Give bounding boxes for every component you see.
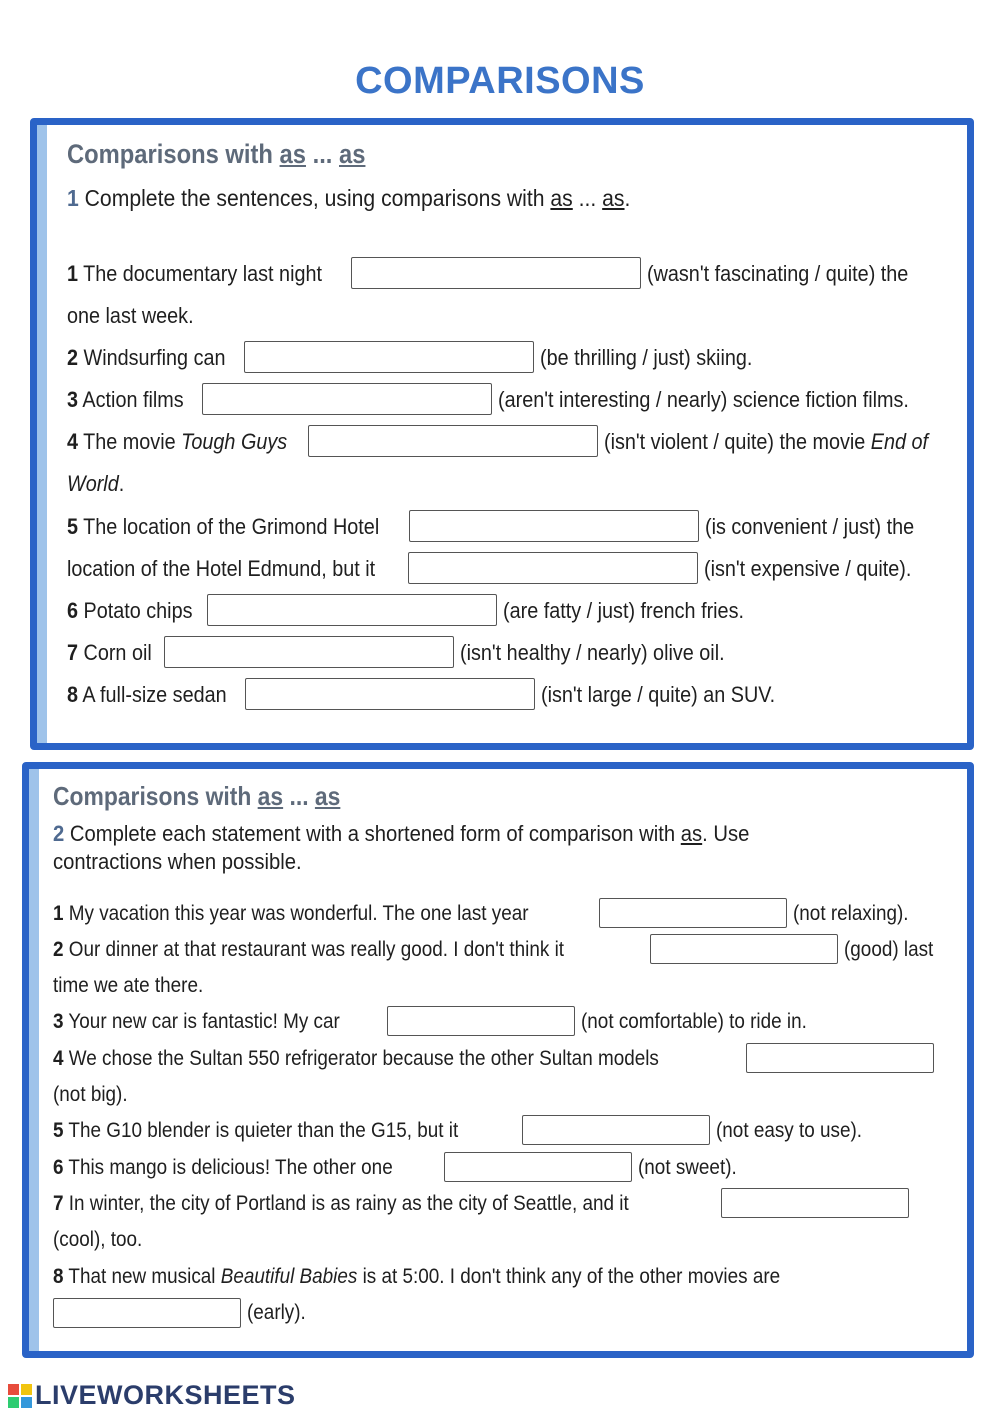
item-hint-text: (wasn't fascinating / quite) the — [647, 261, 909, 286]
exercise-item-7 — [53, 1188, 693, 1220]
item-hint — [647, 257, 937, 291]
item-continuation — [53, 1079, 136, 1111]
exercise-item-6 — [67, 594, 206, 628]
answer-input-6[interactable] — [207, 594, 497, 626]
logo-square — [21, 1397, 32, 1408]
instructions — [53, 821, 749, 847]
item-number: 6 — [67, 598, 79, 623]
item-number: 3 — [53, 1010, 64, 1033]
item-hint — [638, 1152, 748, 1184]
item-text: The location of the Grimond Hotel — [78, 514, 380, 539]
item-continuation — [53, 970, 220, 1002]
exercise-item-3 — [67, 383, 197, 417]
item-text: is at 5:00. I don't think any of the other movies are — [357, 1265, 781, 1288]
item-text: In winter, the city of Portland is as rainy as the city of Seattle, and it — [63, 1192, 629, 1215]
item-hint-text: (not comfortable) to ride in. — [581, 1010, 807, 1033]
item-number: 5 — [53, 1119, 64, 1142]
item-continuation — [53, 1224, 152, 1256]
item-text: The movie — [78, 429, 182, 454]
item-text: Our dinner at that restaurant was really good. I don't think it — [63, 938, 565, 961]
item-text: The documentary last night — [78, 261, 323, 286]
answer-input-1[interactable] — [599, 898, 787, 928]
item-continuation — [67, 299, 208, 333]
heading-ellipsis: ... — [283, 781, 315, 811]
exercise-item-1 — [53, 898, 581, 930]
item-hint-text: (isn't healthy / nearly) olive oil. — [460, 640, 725, 665]
answer-input-2[interactable] — [244, 341, 534, 373]
instruction-number: 1 — [67, 185, 79, 211]
instruction-as: as — [680, 821, 703, 846]
item-hint-text: (are fatty / just) french fries. — [503, 598, 744, 623]
answer-input-4[interactable] — [308, 425, 598, 457]
item-text: My vacation this year was wonderful. The one last year — [63, 902, 529, 925]
item-hint — [541, 678, 801, 712]
item-hint-text: (not relaxing). — [793, 902, 909, 925]
exercise-item-3 — [53, 1006, 372, 1038]
answer-input-2[interactable] — [650, 934, 838, 964]
item-hint — [498, 383, 955, 417]
item-hint — [704, 552, 934, 586]
item-hint-text: (cool), too. — [53, 1228, 143, 1251]
answer-input-5a[interactable] — [409, 510, 699, 542]
item-hint-text: (isn't large / quite) an SUV. — [541, 682, 776, 707]
instruction-text: contractions when possible. — [53, 849, 302, 874]
item-number: 7 — [53, 1192, 64, 1215]
item-hint — [716, 1115, 878, 1147]
item-text: That new musical — [63, 1265, 221, 1288]
item-hint — [604, 425, 964, 459]
item-hint-text: (not big). — [53, 1083, 128, 1106]
heading-as: as — [314, 781, 341, 811]
item-hint — [540, 341, 776, 375]
heading-as: as — [339, 139, 366, 169]
instructions-line-2 — [53, 849, 302, 875]
exercise-item-4 — [67, 425, 312, 459]
exercise-item-6 — [53, 1152, 430, 1184]
exercise-panel-2 — [22, 762, 974, 1358]
item-text: Windsurfing can — [78, 345, 226, 370]
item-hint-text: (isn't violent / quite) the movie — [604, 429, 871, 454]
heading-as: as — [257, 781, 284, 811]
item-hint-text: (not easy to use). — [716, 1119, 863, 1142]
item-hint-text: (aren't interesting / nearly) science fiction films. — [498, 387, 909, 412]
item-continuation — [67, 552, 409, 586]
liveworksheets-logo — [8, 1380, 296, 1411]
item-continuation — [67, 467, 131, 501]
item-text: Potato chips — [78, 598, 193, 623]
item-number: 4 — [67, 429, 79, 454]
answer-input-5[interactable] — [522, 1115, 710, 1145]
item-text: This mango is delicious! The other one — [63, 1156, 393, 1179]
exercise-item-2 — [67, 341, 243, 375]
item-number: 3 — [67, 387, 79, 412]
answer-input-3[interactable] — [387, 1006, 575, 1036]
item-hint — [247, 1297, 312, 1329]
instruction-text: Complete each statement with a shortened form of comparison with — [64, 821, 681, 846]
exercise-item-4 — [53, 1043, 726, 1075]
item-hint-text: (isn't expensive / quite). — [704, 556, 912, 581]
section-heading — [67, 139, 365, 170]
exercise-item-8 — [53, 1261, 861, 1293]
heading-text: Comparisons with — [53, 781, 258, 811]
answer-input-5b[interactable] — [408, 552, 698, 584]
instruction-period: . — [624, 185, 631, 211]
item-hint — [793, 898, 921, 930]
answer-input-8[interactable] — [245, 678, 535, 710]
logo-square — [8, 1397, 19, 1408]
item-hint-text: (is convenient / just) the — [705, 514, 915, 539]
item-hint — [460, 636, 754, 670]
item-number: 6 — [53, 1156, 64, 1179]
item-number: 8 — [53, 1265, 64, 1288]
exercise-item-5 — [53, 1115, 503, 1147]
exercise-item-7 — [67, 636, 161, 670]
musical-title: Beautiful Babies — [220, 1265, 358, 1288]
item-number: 1 — [53, 902, 64, 925]
answer-input-1[interactable] — [351, 257, 641, 289]
item-text: Corn oil — [78, 640, 152, 665]
exercise-item-2 — [53, 934, 621, 966]
item-hint-text: (early). — [247, 1301, 306, 1324]
instruction-text: Complete the sentences, using comparisons with — [78, 185, 551, 211]
instruction-text: . Use — [702, 821, 750, 846]
item-hint-text: (good) last — [844, 938, 934, 961]
answer-input-6[interactable] — [444, 1152, 632, 1182]
item-text: location of the Hotel Edmund, but it — [67, 556, 376, 581]
exercise-item-1 — [67, 257, 350, 291]
answer-input-3[interactable] — [202, 383, 492, 415]
item-text: We chose the Sultan 550 refrigerator because the other Sultan models — [63, 1047, 659, 1070]
item-number: 2 — [53, 938, 64, 961]
item-hint — [705, 510, 937, 544]
answer-input-7[interactable] — [164, 636, 454, 668]
item-text: Action films — [78, 387, 184, 412]
section-heading — [53, 781, 340, 812]
page-title: COMPARISONS — [355, 60, 645, 102]
movie-title: World — [67, 471, 119, 496]
answer-input-4[interactable] — [746, 1043, 934, 1073]
heading-text: Comparisons with — [67, 139, 280, 169]
instruction-as: as — [550, 185, 573, 211]
item-text: . — [118, 471, 125, 496]
item-number: 8 — [67, 682, 79, 707]
panel-stripe — [37, 125, 47, 743]
item-number: 2 — [67, 345, 79, 370]
logo-icon — [8, 1384, 32, 1408]
instruction-ellipsis: ... — [572, 185, 603, 211]
item-hint-text: (not sweet). — [638, 1156, 737, 1179]
item-hint-text: (be thrilling / just) skiing. — [540, 345, 753, 370]
item-number: 7 — [67, 640, 79, 665]
item-text: A full-size sedan — [78, 682, 227, 707]
movie-title: Tough Guys — [181, 429, 288, 454]
logo-square — [21, 1384, 32, 1395]
item-hint — [581, 1006, 832, 1038]
exercise-item-8 — [67, 678, 244, 712]
heading-as: as — [279, 139, 306, 169]
item-number: 5 — [67, 514, 79, 539]
item-text: Your new car is fantastic! My car — [63, 1010, 340, 1033]
instruction-as: as — [602, 185, 625, 211]
item-text: one last week. — [67, 303, 194, 328]
exercise-panel-1 — [30, 118, 974, 750]
answer-input-7[interactable] — [721, 1188, 909, 1218]
logo-square — [8, 1384, 19, 1395]
instruction-number: 2 — [53, 821, 65, 846]
heading-ellipsis: ... — [305, 139, 340, 169]
item-number: 1 — [67, 261, 79, 286]
item-text: The G10 blender is quieter than the G15, but it — [63, 1119, 459, 1142]
panel-stripe — [29, 769, 39, 1351]
exercise-item-5 — [67, 510, 414, 544]
movie-title: End of — [870, 429, 929, 454]
item-hint — [503, 594, 771, 628]
item-text: time we ate there. — [53, 974, 204, 997]
answer-input-8[interactable] — [53, 1298, 241, 1328]
item-number: 4 — [53, 1047, 64, 1070]
logo-text: LIVEWORKSHEETS — [35, 1380, 296, 1410]
item-hint — [844, 934, 943, 966]
instructions — [67, 185, 630, 212]
